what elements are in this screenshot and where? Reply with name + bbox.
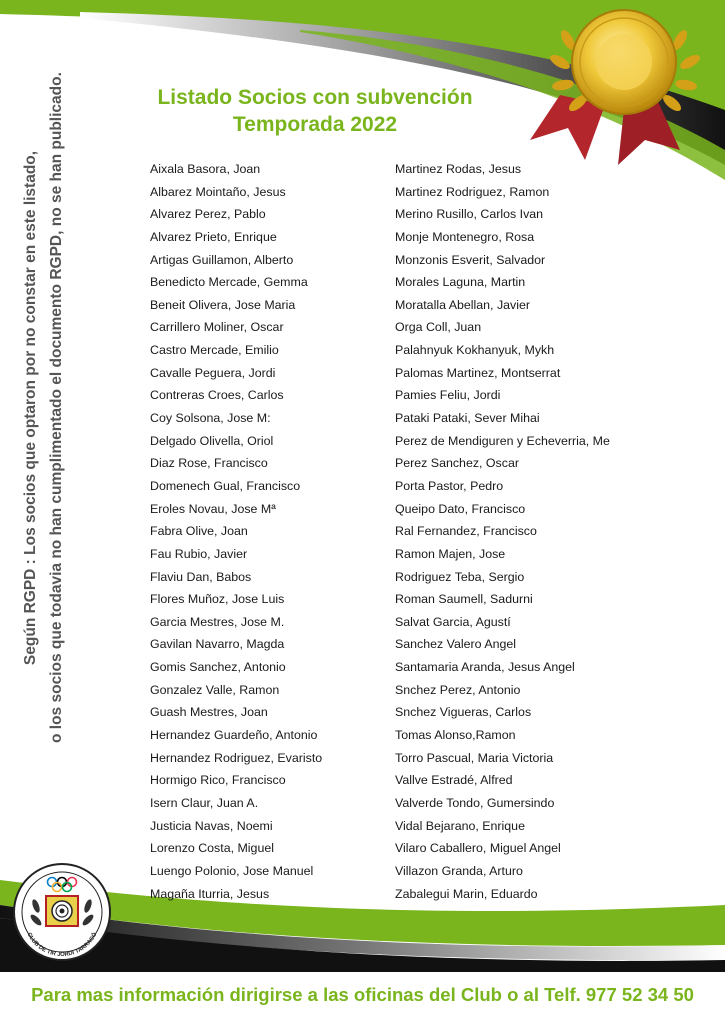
member-name: Gavilan Navarro, Magda — [150, 637, 285, 652]
page-title: Listado Socios con subvención — [157, 86, 473, 109]
member-name: Eroles Novau, Jose Mª — [150, 501, 276, 516]
member-name: Orga Coll, Juan — [395, 320, 482, 335]
rgpd-note — [18, 73, 70, 743]
rgpd-note-line1: Según RGPD : Los socios que optaron por no constar en este listado, — [22, 150, 39, 666]
footer-contact: Para mas información dirigirse a las oficinas del Club o al Telf. 977 52 34 50 — [31, 984, 694, 1005]
member-name: Moratalla Abellan, Javier — [395, 297, 530, 312]
member-name: Hernandez Rodriguez, Evaristo — [150, 750, 323, 765]
member-name: Perez de Mendiguren y Echeverria, Me — [395, 433, 610, 448]
member-name: Luengo Polonio, Jose Manuel — [150, 863, 314, 878]
rgpd-note-line2: o los socios que todavia no han cumplimentado el documento RGPD, no se han publicado. — [48, 72, 65, 743]
member-name: Alvarez Perez, Pablo — [150, 207, 266, 222]
member-name: Domenech Gual, Francisco — [150, 478, 301, 493]
member-name: Albarez Mointaño, Jesus — [150, 184, 286, 199]
member-name: Vidal Bejarano, Enrique — [395, 818, 525, 833]
member-name: Gonzalez Valle, Ramon — [150, 682, 280, 697]
member-name: Aixala Basora, Joan — [150, 162, 261, 176]
member-name: Garcia Mestres, Jose M. — [150, 614, 285, 629]
member-name: Monzonis Esverit, Salvador — [395, 252, 546, 267]
member-name: Gomis Sanchez, Antonio — [150, 660, 286, 675]
member-name: Tomas Alonso,Ramon — [395, 728, 516, 743]
member-name: Valverde Tondo, Gumersindo — [395, 795, 555, 810]
member-name: Coy Solsona, Jose M: — [150, 411, 271, 426]
member-name: Diaz Rose, Francisco — [150, 456, 268, 471]
member-name: Alvarez Prieto, Enrique — [150, 229, 277, 244]
member-name: Sanchez Valero Angel — [395, 637, 517, 652]
member-name: Hernandez Guardeño, Antonio — [150, 728, 318, 743]
member-name: Vilaro Caballero, Miguel Angel — [395, 841, 561, 856]
member-name: Magaña Iturria, Jesus — [150, 886, 270, 901]
member-name: Delgado Olivella, Oriol — [150, 433, 274, 448]
member-name: Carrillero Moliner, Oscar — [150, 320, 284, 335]
member-name: Guash Mestres, Joan — [150, 705, 268, 720]
club-logo — [14, 864, 110, 960]
member-name: Isern Claur, Juan A. — [150, 795, 259, 810]
member-name: Villazon Granda, Arturo — [395, 863, 523, 878]
member-name: Cavalle Peguera, Jordi — [150, 365, 276, 380]
member-name: Flaviu Dan, Babos — [150, 569, 252, 584]
member-name: Zabalegui Marin, Eduardo — [395, 886, 538, 901]
member-name: Palahnyuk Kokhanyuk, Mykh — [395, 343, 555, 358]
member-name: Snchez Vigueras, Carlos — [395, 705, 532, 720]
member-name: Porta Pastor, Pedro — [395, 478, 504, 493]
member-name: Hormigo Rico, Francisco — [150, 773, 286, 788]
member-name: Pamies Feliu, Jordi — [395, 388, 501, 403]
member-name: Contreras Croes, Carlos — [150, 388, 284, 403]
member-name: Justicia Navas, Noemi — [150, 818, 273, 833]
member-name: Roman Saumell, Sadurni — [395, 592, 533, 607]
member-name: Castro Mercade, Emilio — [150, 343, 279, 358]
member-name: Torro Pascual, Maria Victoria — [395, 750, 554, 765]
shooting-target-icon — [46, 896, 78, 926]
member-name: Ramon Majen, Jose — [395, 546, 506, 561]
member-name: Rodriguez Teba, Sergio — [395, 569, 525, 584]
member-name: Merino Rusillo, Carlos Ivan — [395, 207, 544, 222]
member-name: Palomas Martinez, Montserrat — [395, 365, 561, 380]
member-name: Salvat Garcia, Agustí — [395, 614, 511, 629]
member-name: Pataki Pataki, Sever Mihai — [395, 411, 540, 426]
members-list-left — [150, 158, 322, 905]
member-name: Artigas Guillamon, Alberto — [150, 252, 294, 267]
member-name: Fabra Olive, Joan — [150, 524, 248, 539]
member-name: Martinez Rodriguez, Ramon — [395, 184, 550, 199]
member-name: Benedicto Mercade, Gemma — [150, 275, 308, 290]
members-list-right — [395, 158, 627, 905]
member-name: Queipo Dato, Francisco — [395, 501, 526, 516]
member-name: Santamaria Aranda, Jesus Angel — [395, 660, 575, 675]
member-name: Morales Laguna, Martin — [395, 275, 526, 290]
member-name: Snchez Perez, Antonio — [395, 682, 521, 697]
member-name: Vallve Estradé, Alfred — [395, 773, 513, 788]
member-name: Lorenzo Costa, Miguel — [150, 841, 274, 856]
member-name: Monje Montenegro, Rosa — [395, 229, 535, 244]
logo-ring-text: CLUB DE TIR JORDI TARRAGÓ — [25, 931, 99, 959]
member-name: Fau Rubio, Javier — [150, 546, 248, 561]
member-name: Beneit Olivera, Jose Maria — [150, 297, 296, 312]
member-name: Martinez Rodas, Jesus — [395, 162, 522, 176]
member-name: Perez Sanchez, Oscar — [395, 456, 519, 471]
page-subtitle: Temporada 2022 — [232, 113, 398, 136]
member-name: Ral Fernandez, Francisco — [395, 524, 537, 539]
member-name: Flores Muñoz, Jose Luis — [150, 592, 285, 607]
